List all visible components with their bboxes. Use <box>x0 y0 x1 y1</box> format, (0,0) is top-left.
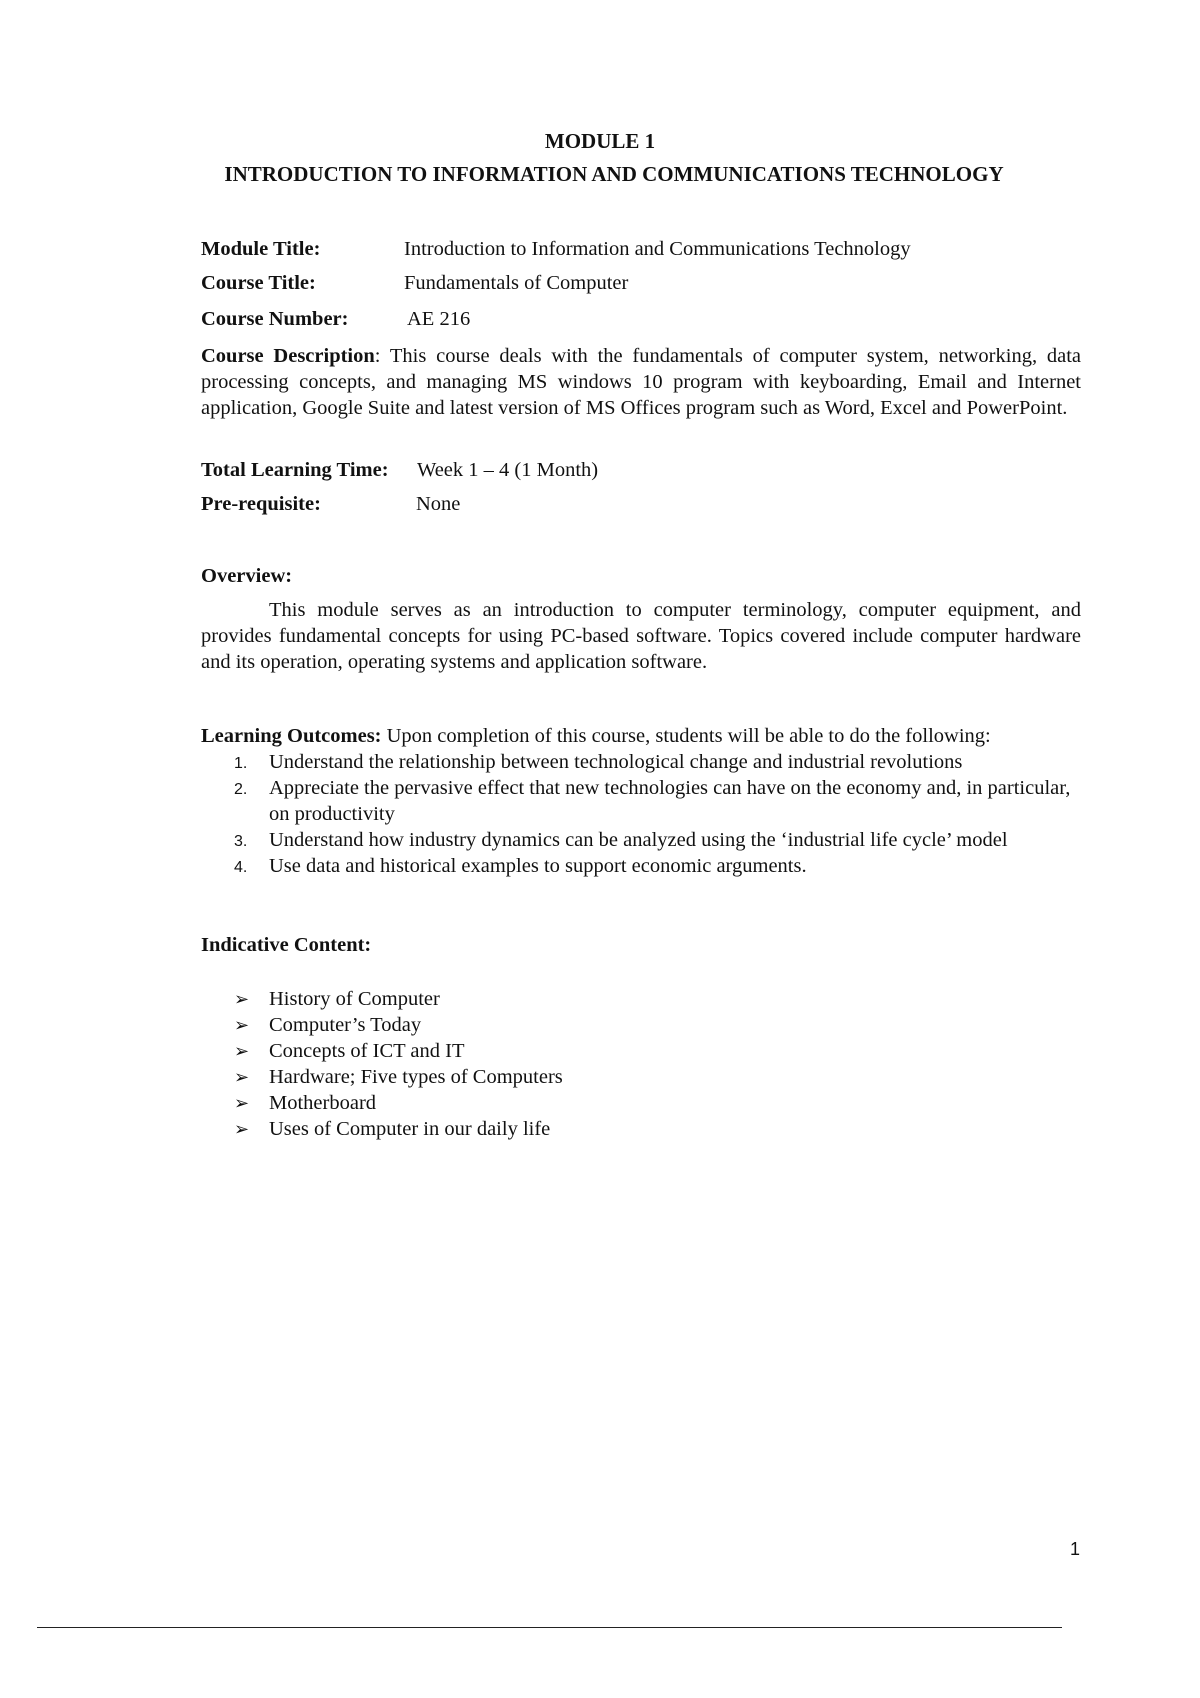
prerequisite-label: Pre-requisite: <box>201 493 321 515</box>
module-title-value: Introduction to Information and Communications Technology <box>404 238 911 260</box>
total-learning-time-label: Total Learning Time: <box>201 459 389 481</box>
learning-outcomes-intro-text: Upon completion of this course, students will be able to do the following: <box>381 725 991 747</box>
course-description-value: : This course deals with the fundamentals of computer system, networking, data processing concepts, and managing MS windows 10 program with keyboarding, Email and Internet application, Google Suite and latest version of MS Offices program such as Word, Excel and PowerPoint. <box>201 345 1081 419</box>
indicative-content-heading: Indicative Content: <box>201 934 372 956</box>
list-item-text: Motherboard <box>269 1092 377 1114</box>
list-item-text: Hardware; Five types of Computers <box>269 1066 563 1088</box>
course-title-label: Course Title: <box>201 272 316 294</box>
list-item-text: History of Computer <box>269 988 440 1010</box>
list-item-text: Use data and historical examples to support economic arguments. <box>269 855 807 877</box>
list-item <box>201 775 1081 827</box>
arrowhead-bullet-icon: ➢ <box>234 1015 250 1036</box>
arrowhead-bullet-icon: ➢ <box>234 1093 250 1114</box>
prerequisite-value: None <box>416 493 461 515</box>
overview-text: This module serves as an introduction to computer terminology, computer equipment, and provides fundamental concepts for using PC-based software. Topics covered include computer hardware and its operation, operating systems and application software. <box>201 599 1081 673</box>
course-description-field <box>201 343 1081 421</box>
list-item-text: Understand how industry dynamics can be analyzed using the ‘industrial life cycle’ model <box>269 829 1008 851</box>
learning-outcomes-list <box>201 749 1081 879</box>
module-title-label: Module Title: <box>201 238 321 260</box>
list-item <box>201 986 563 1012</box>
list-item-text: Concepts of ICT and IT <box>269 1040 465 1062</box>
course-description-label: Course Description <box>201 345 375 367</box>
course-title-value: Fundamentals of Computer <box>404 272 629 294</box>
list-item-text: Understand the relationship between technological change and industrial revolutions <box>269 751 963 773</box>
list-item-number: 1. <box>234 755 248 772</box>
arrowhead-bullet-icon: ➢ <box>234 1119 250 1140</box>
module-title-field <box>201 236 911 262</box>
course-title-field <box>201 270 629 296</box>
course-number-label: Course Number: <box>201 308 349 330</box>
list-item-text: Appreciate the pervasive effect that new technologies can have on the economy and, in particular, on productivity <box>269 777 1071 825</box>
list-item <box>201 1116 563 1142</box>
arrowhead-bullet-icon: ➢ <box>234 1041 250 1062</box>
list-item <box>201 853 1081 879</box>
arrowhead-bullet-icon: ➢ <box>234 1067 250 1088</box>
list-item <box>201 1064 563 1090</box>
list-item <box>201 827 1081 853</box>
list-item-text: Computer’s Today <box>269 1014 422 1036</box>
total-learning-time-field <box>201 457 599 483</box>
course-number-field <box>201 306 471 332</box>
footer-divider <box>37 1627 1062 1628</box>
list-item <box>201 1038 563 1064</box>
indicative-content-list <box>201 986 563 1142</box>
module-title-heading: INTRODUCTION TO INFORMATION AND COMMUNICATIONS TECHNOLOGY <box>224 162 1004 186</box>
list-item <box>201 1012 563 1038</box>
page-number: 1 <box>1070 1539 1081 1559</box>
list-item <box>201 749 1081 775</box>
list-item-number: 3. <box>234 833 248 850</box>
list-item <box>201 1090 563 1116</box>
module-number-heading: MODULE 1 <box>544 129 656 153</box>
list-item-number: 2. <box>234 781 248 798</box>
list-item-text: Uses of Computer in our daily life <box>269 1118 551 1140</box>
arrowhead-bullet-icon: ➢ <box>234 989 250 1010</box>
list-item-number: 4. <box>234 859 248 876</box>
prerequisite-field <box>201 491 461 517</box>
learning-outcomes-intro <box>201 723 991 749</box>
course-number-value: AE 216 <box>407 308 471 330</box>
learning-outcomes-heading: Learning Outcomes: <box>201 725 382 747</box>
total-learning-time-value: Week 1 – 4 (1 Month) <box>417 459 599 481</box>
overview-heading: Overview: <box>201 565 293 587</box>
